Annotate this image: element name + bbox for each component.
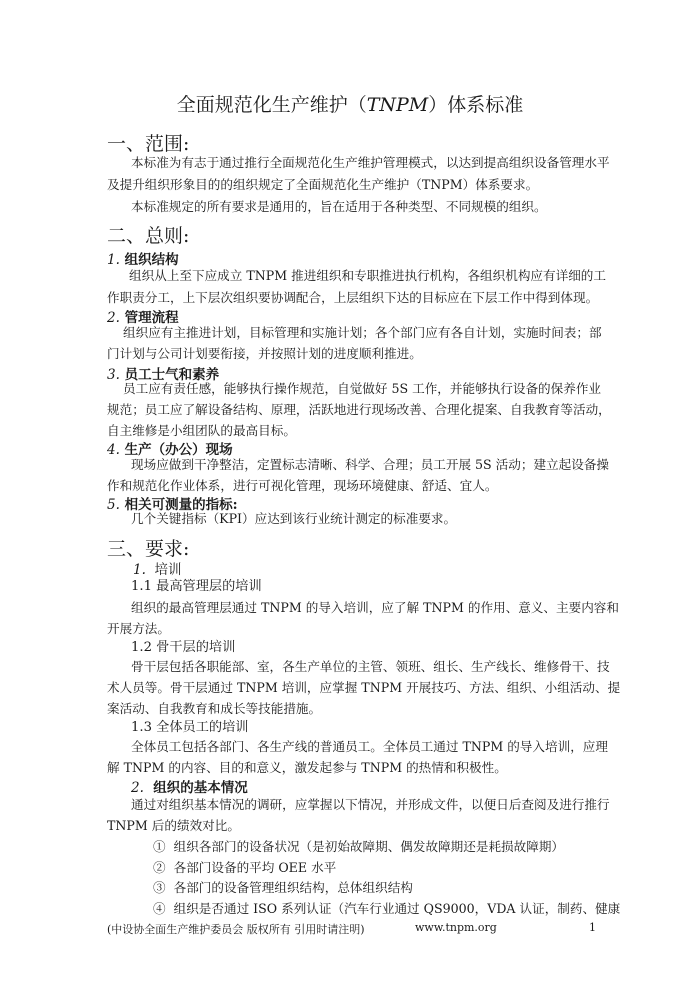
paragraph-line: 及提升组织形象目的的组织规定了全面规范化生产维护（TNPM）体系要求。 xyxy=(107,177,539,192)
item-heading: 5. 相关可测量的指标: xyxy=(107,497,238,513)
item-heading: 2. 组织的基本情况 xyxy=(131,780,248,796)
paragraph-line: 解 TNPM 的内容、目的和意义，激发起参与 TNPM 的热情和积极性。 xyxy=(107,760,507,775)
item-heading: 1. 组织结构 xyxy=(107,252,179,268)
item-heading: 2. 管理流程 xyxy=(107,310,179,326)
paragraph-line: 组织的最高管理层通过 TNPM 的导入培训，应了解 TNPM 的作用、意义、主要内容和 xyxy=(131,600,619,615)
paragraph-line: 开展方法。 xyxy=(107,621,170,636)
subsection-title: 1.2 骨干层的培训 xyxy=(131,640,236,655)
section-heading-general: 二、总则: xyxy=(107,225,190,247)
paragraph-line: 案活动、自我教育和成长等技能措施。 xyxy=(107,701,322,716)
list-item: ① 组织各部门的设备状况（是初始故障期、偶发故障期还是耗损故障期） xyxy=(153,839,565,854)
list-item: ③ 各部门的设备管理组织结构，总体组织结构 xyxy=(153,880,413,895)
list-item: ④ 组织是否通过 ISO 系列认证（汽车行业通过 QS9000，VDA 认证，制药、健康 xyxy=(153,901,621,916)
footer-copyright: (中设协全面生产维护委员会 版权所有 引用时请注明) xyxy=(107,923,365,936)
paragraph-line: 作职责分工，上下层次组织要协调配合，上层组织下达的目标应在下层工作中得到体现。 xyxy=(107,290,599,305)
paragraph-line: 门计划与公司计划要衔接，并按照计划的进度顺利推进。 xyxy=(107,346,422,361)
document-title: 全面规范化生产维护（TNPM）体系标准 xyxy=(176,94,524,116)
item-heading: 3. 员工士气和素养 xyxy=(107,367,220,383)
paragraph-line: 术人员等。骨干层通过 TNPM 培训，应掌握 TNPM 开展技巧、方法、组织、小组活动、提 xyxy=(107,680,621,695)
paragraph-line: 全体员工包括各部门、各生产线的普通员工。全体员工通过 TNPM 的导入培训，应理 xyxy=(131,739,608,754)
paragraph-line: 现场应做到干净整洁，定置标志清晰、科学、合理；员工开展 5S 活动；建立起设备操 xyxy=(131,457,610,472)
footer-website: www.tnpm.org xyxy=(415,921,497,934)
item-heading: 1. 培训 xyxy=(133,562,182,578)
item-heading: 4. 生产（办公）现场 xyxy=(107,442,233,458)
paragraph-line: 规范；员工应了解设备结构、原理，活跃地进行现场改善、合理化提案、自我教育等活动， xyxy=(107,402,611,417)
paragraph-line: 骨干层包括各职能部、室，各生产单位的主管、领班、组长、生产线长、维修骨干、技 xyxy=(131,659,610,674)
paragraph-line: 自主维修是小组团队的最高目标。 xyxy=(107,423,296,438)
paragraph-line: 通过对组织基本情况的调研，应掌握以下情况，并形成文件，以便日后查阅及进行推行 xyxy=(131,797,610,812)
footer-page-number: 1 xyxy=(589,921,596,934)
paragraph-line: 组织应有主推进计划，目标管理和实施计划；各个部门应有各自计划，实施时间表；部 xyxy=(123,325,602,340)
list-item: ② 各部门设备的平均 OEE 水平 xyxy=(153,860,337,875)
paragraph-line: 作和规范化作业体系，进行可视化管理，现场环境健康、舒适、宜人。 xyxy=(107,478,498,493)
paragraph-line: 本标准规定的所有要求是通用的，旨在适用于各种类型、不同规模的组织。 xyxy=(131,199,547,214)
paragraph-line: 组织从上至下应成立 TNPM 推进组织和专职推进执行机构，各组织机构应有详细的工 xyxy=(129,268,606,283)
paragraph-line: TNPM 后的绩效对比。 xyxy=(107,818,240,833)
paragraph-line: 员工应有责任感，能够执行操作规范，自觉做好 5S 工作，并能够执行设备的保养作业 xyxy=(123,381,602,396)
subsection-title: 1.1 最高管理层的培训 xyxy=(131,579,262,594)
paragraph-line: 本标准为有志于通过推行全面规范化生产维护管理模式，以达到提高组织设备管理水平 xyxy=(131,155,610,170)
section-heading-requirements: 三、要求: xyxy=(107,538,190,560)
paragraph-line: 几个关键指标（KPI）应达到该行业统计测定的标准要求。 xyxy=(131,511,457,526)
subsection-title: 1.3 全体员工的培训 xyxy=(131,720,249,735)
section-heading-scope: 一、范围: xyxy=(107,133,190,155)
